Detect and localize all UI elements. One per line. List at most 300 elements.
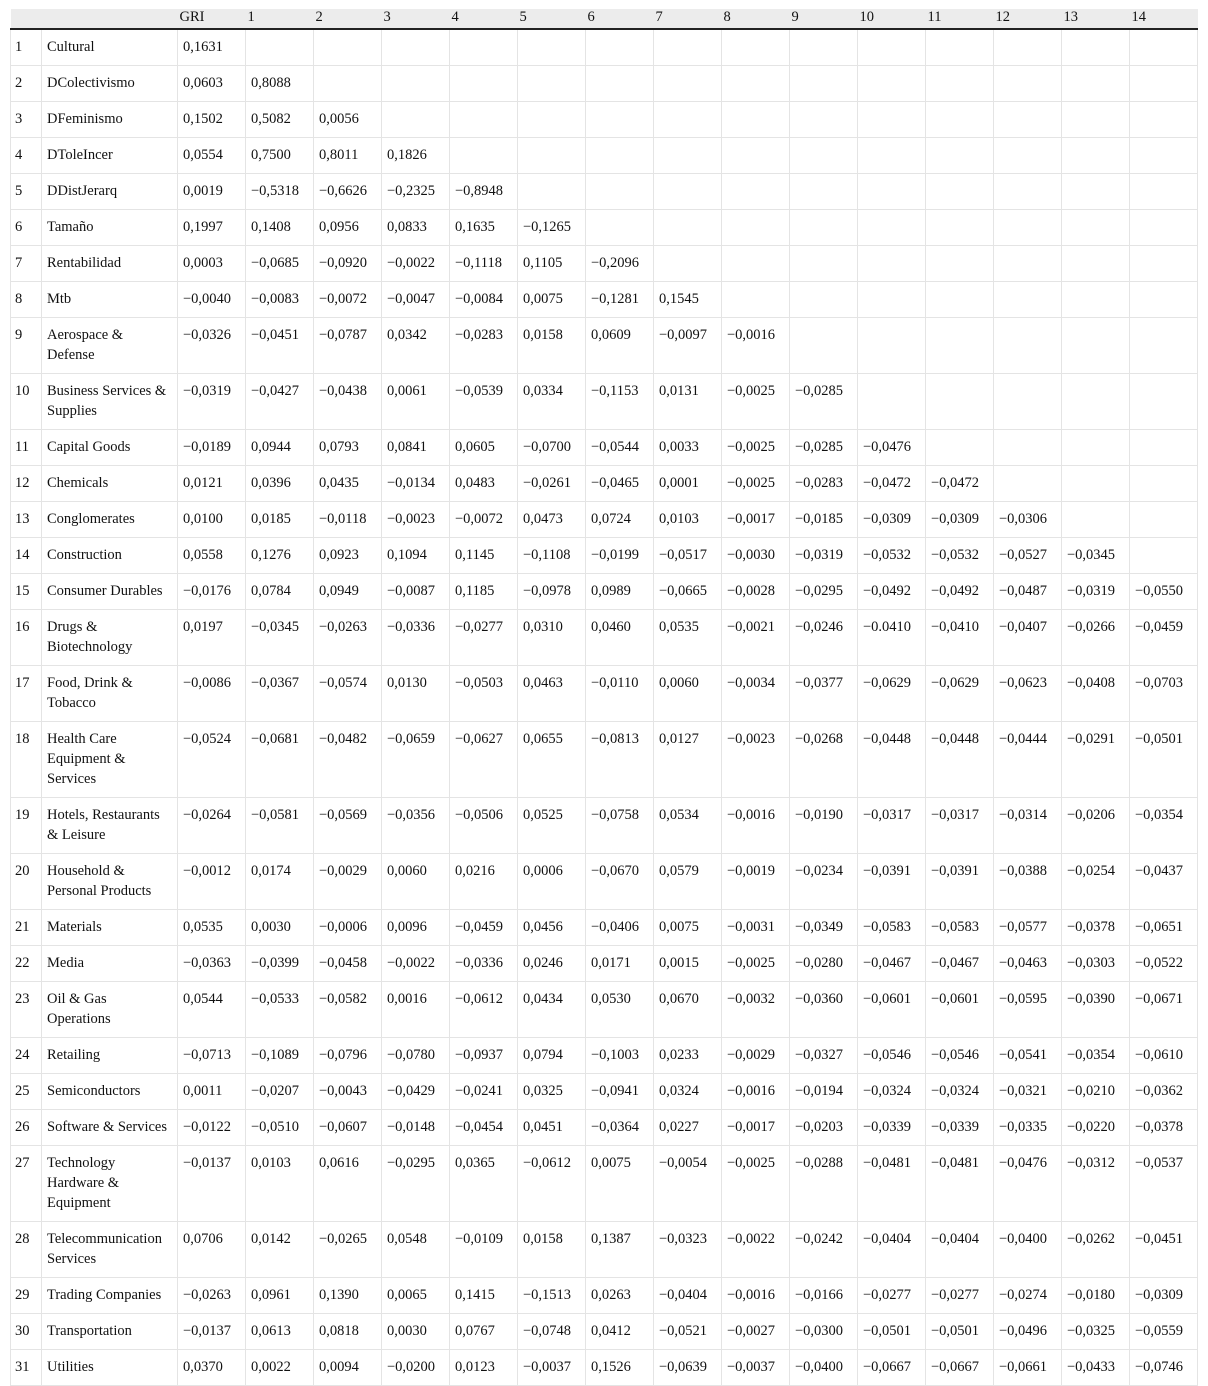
correlation-cell: −0,0277 — [926, 1278, 994, 1314]
correlation-cell: −0,0521 — [654, 1314, 722, 1350]
correlation-cell — [994, 374, 1062, 430]
correlation-cell: −0,0194 — [790, 1074, 858, 1110]
correlation-cell: −0,0758 — [586, 798, 654, 854]
correlation-cell: −0,0451 — [246, 318, 314, 374]
correlation-cell: −0,0032 — [722, 982, 790, 1038]
correlation-cell: −0,0087 — [382, 574, 450, 610]
correlation-cell: −0,0501 — [926, 1314, 994, 1350]
correlation-cell: −0,0203 — [790, 1110, 858, 1146]
correlation-cell: 0,0100 — [178, 502, 246, 538]
correlation-cell: −0,0458 — [314, 946, 382, 982]
correlation-cell: 0,0944 — [246, 430, 314, 466]
correlation-cell: −0,0517 — [654, 538, 722, 574]
correlation-cell: −0,0027 — [722, 1314, 790, 1350]
row-index: 19 — [11, 798, 42, 854]
correlation-cell: 0,0558 — [178, 538, 246, 574]
correlation-cell: 0,1997 — [178, 210, 246, 246]
correlation-cell — [654, 102, 722, 138]
correlation-cell: −0,0569 — [314, 798, 382, 854]
correlation-cell: 0,0483 — [450, 466, 518, 502]
correlation-cell: −0,0220 — [1062, 1110, 1130, 1146]
correlation-cell — [654, 174, 722, 210]
correlation-cell: 0,1185 — [450, 574, 518, 610]
correlation-cell: −0,0354 — [1062, 1038, 1130, 1074]
row-variable-name: Business Services & Supplies — [42, 374, 178, 430]
correlation-cell — [722, 102, 790, 138]
correlation-cell: −0,2096 — [586, 246, 654, 282]
correlation-cell: 0,1390 — [314, 1278, 382, 1314]
row-index: 15 — [11, 574, 42, 610]
table-header-row — [11, 9, 1198, 29]
correlation-cell: 0,0535 — [178, 910, 246, 946]
correlation-cell: 0,7500 — [246, 138, 314, 174]
row-index: 25 — [11, 1074, 42, 1110]
correlation-cell: −0,0176 — [178, 574, 246, 610]
correlation-cell: −0,1153 — [586, 374, 654, 430]
correlation-cell — [994, 430, 1062, 466]
correlation-cell: −0,2325 — [382, 174, 450, 210]
row-variable-name: DDistJerarq — [42, 174, 178, 210]
correlation-cell: −0,0399 — [246, 946, 314, 982]
header-cell: 14 — [1130, 9, 1198, 29]
correlation-cell: −0,0583 — [858, 910, 926, 946]
correlation-cell — [926, 66, 994, 102]
correlation-cell — [586, 138, 654, 174]
table-row — [11, 466, 1198, 502]
correlation-cell: 0,1631 — [178, 29, 246, 66]
correlation-cell: −0,0323 — [654, 1222, 722, 1278]
correlation-cell: 0,0233 — [654, 1038, 722, 1074]
correlation-cell: −0,0703 — [1130, 666, 1198, 722]
table-row — [11, 1222, 1198, 1278]
correlation-cell: −0,6626 — [314, 174, 382, 210]
correlation-cell: −0,0532 — [926, 538, 994, 574]
correlation-cell: 0,0022 — [246, 1350, 314, 1386]
correlation-cell: 0,0451 — [518, 1110, 586, 1146]
row-variable-name: Technology Hardware & Equipment — [42, 1146, 178, 1222]
correlation-cell: −0,1265 — [518, 210, 586, 246]
correlation-cell: 0,0158 — [518, 1222, 586, 1278]
row-variable-name: Aerospace & Defense — [42, 318, 178, 374]
correlation-cell: −0,0190 — [790, 798, 858, 854]
correlation-cell: 0,0096 — [382, 910, 450, 946]
correlation-cell: −0,0537 — [1130, 1146, 1198, 1222]
correlation-cell: −0,0671 — [1130, 982, 1198, 1038]
table-row — [11, 246, 1198, 282]
header-cell: 4 — [450, 9, 518, 29]
correlation-cell: −0,0612 — [450, 982, 518, 1038]
correlation-cell: −0,0268 — [790, 722, 858, 798]
correlation-cell — [586, 102, 654, 138]
correlation-cell: −0,0335 — [994, 1110, 1062, 1146]
correlation-cell: −0,0326 — [178, 318, 246, 374]
correlation-cell: 0,0613 — [246, 1314, 314, 1350]
correlation-cell: 0,0530 — [586, 982, 654, 1038]
row-index: 6 — [11, 210, 42, 246]
correlation-cell: 0,0003 — [178, 246, 246, 282]
correlation-cell — [314, 66, 382, 102]
correlation-cell: −0,0492 — [926, 574, 994, 610]
correlation-cell: 0,0794 — [518, 1038, 586, 1074]
correlation-cell: −0,0448 — [926, 722, 994, 798]
correlation-cell: −0,0025 — [722, 430, 790, 466]
correlation-cell: −0,0476 — [994, 1146, 1062, 1222]
correlation-cell — [926, 210, 994, 246]
correlation-cell — [858, 374, 926, 430]
correlation-cell — [382, 66, 450, 102]
correlation-cell: −0,0295 — [790, 574, 858, 610]
correlation-cell: 0,0127 — [654, 722, 722, 798]
row-index: 14 — [11, 538, 42, 574]
correlation-cell: 0,0075 — [518, 282, 586, 318]
correlation-cell — [858, 210, 926, 246]
correlation-cell: 0,0227 — [654, 1110, 722, 1146]
correlation-cell: 0,0142 — [246, 1222, 314, 1278]
correlation-cell: −0,0037 — [518, 1350, 586, 1386]
correlation-cell: 0,0123 — [450, 1350, 518, 1386]
correlation-cell: −0,0670 — [586, 854, 654, 910]
correlation-cell — [518, 66, 586, 102]
header-cell: 3 — [382, 9, 450, 29]
correlation-cell: 0,0130 — [382, 666, 450, 722]
correlation-cell: −0,0501 — [858, 1314, 926, 1350]
correlation-cell: −0,0364 — [586, 1110, 654, 1146]
row-variable-name: Food, Drink & Tobacco — [42, 666, 178, 722]
correlation-cell: −0,1108 — [518, 538, 586, 574]
correlation-cell: −0,0651 — [1130, 910, 1198, 946]
correlation-cell — [518, 29, 586, 66]
correlation-cell — [994, 246, 1062, 282]
table-row — [11, 1146, 1198, 1222]
correlation-cell: −0,0378 — [1062, 910, 1130, 946]
correlation-cell — [926, 138, 994, 174]
correlation-cell — [586, 174, 654, 210]
correlation-cell — [1130, 502, 1198, 538]
correlation-cell: −0,0391 — [926, 854, 994, 910]
correlation-cell — [994, 466, 1062, 502]
correlation-cell: −0,0263 — [178, 1278, 246, 1314]
correlation-cell: −0,0501 — [1130, 722, 1198, 798]
row-index: 23 — [11, 982, 42, 1038]
header-cell: 7 — [654, 9, 722, 29]
row-index: 17 — [11, 666, 42, 722]
correlation-cell: 0,0060 — [382, 854, 450, 910]
correlation-cell: −0,0404 — [858, 1222, 926, 1278]
correlation-cell: −0,0438 — [314, 374, 382, 430]
correlation-cell: −0,0072 — [314, 282, 382, 318]
row-variable-name: Retailing — [42, 1038, 178, 1074]
row-variable-name: Capital Goods — [42, 430, 178, 466]
correlation-cell: −0,0109 — [450, 1222, 518, 1278]
correlation-cell: −0,0639 — [654, 1350, 722, 1386]
correlation-cell — [722, 66, 790, 102]
table-row — [11, 854, 1198, 910]
correlation-cell: −0,0345 — [246, 610, 314, 666]
correlation-cell: −0,0448 — [858, 722, 926, 798]
header-cell: 13 — [1062, 9, 1130, 29]
correlation-cell: −0,0283 — [790, 466, 858, 502]
table-row — [11, 29, 1198, 66]
row-index: 1 — [11, 29, 42, 66]
correlation-cell — [1062, 282, 1130, 318]
correlation-cell — [586, 66, 654, 102]
correlation-cell: −0,0920 — [314, 246, 382, 282]
correlation-cell: −0,0496 — [994, 1314, 1062, 1350]
correlation-cell: −0,0610 — [1130, 1038, 1198, 1074]
correlation-cell: −0,1003 — [586, 1038, 654, 1074]
correlation-cell: −0,0339 — [926, 1110, 994, 1146]
table-row — [11, 282, 1198, 318]
correlation-cell: −0,0391 — [858, 854, 926, 910]
correlation-cell — [790, 318, 858, 374]
correlation-cell: 0,0011 — [178, 1074, 246, 1110]
correlation-cell: −0,0030 — [722, 538, 790, 574]
correlation-cell — [722, 282, 790, 318]
correlation-cell: −0,0277 — [858, 1278, 926, 1314]
correlation-cell: 0,0033 — [654, 430, 722, 466]
row-index: 8 — [11, 282, 42, 318]
correlation-cell: −0,0189 — [178, 430, 246, 466]
correlation-cell: −0,0040 — [178, 282, 246, 318]
correlation-cell: 0,0246 — [518, 946, 586, 982]
table-row — [11, 722, 1198, 798]
correlation-cell: −0,0291 — [1062, 722, 1130, 798]
correlation-cell — [722, 174, 790, 210]
correlation-cell: −0,0021 — [722, 610, 790, 666]
correlation-cell: −0,0541 — [994, 1038, 1062, 1074]
correlation-cell: 0,0310 — [518, 610, 586, 666]
correlation-cell: −0,0210 — [1062, 1074, 1130, 1110]
correlation-cell: 0,1276 — [246, 538, 314, 574]
correlation-cell: −0,0321 — [994, 1074, 1062, 1110]
correlation-cell: 0,0923 — [314, 538, 382, 574]
correlation-cell: −0,0574 — [314, 666, 382, 722]
correlation-cell — [1062, 318, 1130, 374]
correlation-cell: −0,0017 — [722, 502, 790, 538]
correlation-cell — [790, 66, 858, 102]
row-index: 3 — [11, 102, 42, 138]
correlation-cell: −0,0437 — [1130, 854, 1198, 910]
correlation-cell: −0,0324 — [858, 1074, 926, 1110]
correlation-cell: 0,0434 — [518, 982, 586, 1038]
correlation-cell — [926, 246, 994, 282]
correlation-cell: −0,0274 — [994, 1278, 1062, 1314]
correlation-cell: 0,1526 — [586, 1350, 654, 1386]
row-index: 28 — [11, 1222, 42, 1278]
correlation-cell: 0,0534 — [654, 798, 722, 854]
correlation-cell: −0,0261 — [518, 466, 586, 502]
correlation-cell: 0,0061 — [382, 374, 450, 430]
correlation-cell — [926, 174, 994, 210]
correlation-table — [10, 9, 1198, 1386]
correlation-cell: 0,0793 — [314, 430, 382, 466]
correlation-cell: 0,0060 — [654, 666, 722, 722]
correlation-cell — [1130, 246, 1198, 282]
correlation-cell: −0,0336 — [382, 610, 450, 666]
correlation-cell: −0,0016 — [722, 1278, 790, 1314]
table-row — [11, 610, 1198, 666]
correlation-cell: −0,0506 — [450, 798, 518, 854]
correlation-cell: −0,0319 — [178, 374, 246, 430]
correlation-cell: −0,0339 — [858, 1110, 926, 1146]
correlation-cell — [1130, 282, 1198, 318]
correlation-cell: 0,0535 — [654, 610, 722, 666]
correlation-cell: −0,0029 — [722, 1038, 790, 1074]
correlation-cell: −0,0303 — [1062, 946, 1130, 982]
correlation-cell: 0,0216 — [450, 854, 518, 910]
correlation-cell: 0,0171 — [586, 946, 654, 982]
correlation-cell: 0,0030 — [246, 910, 314, 946]
correlation-cell — [1062, 174, 1130, 210]
correlation-cell: −0,0206 — [1062, 798, 1130, 854]
correlation-cell: −0,0349 — [790, 910, 858, 946]
row-index: 18 — [11, 722, 42, 798]
correlation-cell: 0,0065 — [382, 1278, 450, 1314]
correlation-cell: −0,0748 — [518, 1314, 586, 1350]
correlation-cell: −0,0166 — [790, 1278, 858, 1314]
correlation-cell: −0,0028 — [722, 574, 790, 610]
correlation-cell: 0,0016 — [382, 982, 450, 1038]
row-variable-name: Semiconductors — [42, 1074, 178, 1110]
correlation-cell — [518, 138, 586, 174]
row-index: 4 — [11, 138, 42, 174]
correlation-cell: 0,0616 — [314, 1146, 382, 1222]
row-variable-name: DToleIncer — [42, 138, 178, 174]
correlation-cell: −0.0410 — [858, 610, 926, 666]
correlation-cell: 0,0833 — [382, 210, 450, 246]
row-variable-name: Chemicals — [42, 466, 178, 502]
correlation-cell: 0,5082 — [246, 102, 314, 138]
correlation-cell — [926, 374, 994, 430]
correlation-cell: −0,0148 — [382, 1110, 450, 1146]
correlation-cell: −0,0404 — [926, 1222, 994, 1278]
table-row — [11, 982, 1198, 1038]
correlation-cell: −0,0025 — [722, 946, 790, 982]
correlation-cell: 0,0670 — [654, 982, 722, 1038]
row-variable-name: DColectivismo — [42, 66, 178, 102]
correlation-cell: −0,0451 — [1130, 1222, 1198, 1278]
correlation-cell: −0,0262 — [1062, 1222, 1130, 1278]
correlation-cell: 0,0554 — [178, 138, 246, 174]
correlation-cell: −0,0539 — [450, 374, 518, 430]
correlation-cell — [858, 102, 926, 138]
correlation-cell — [586, 210, 654, 246]
row-index: 16 — [11, 610, 42, 666]
correlation-cell: −0,0285 — [790, 374, 858, 430]
correlation-cell — [994, 29, 1062, 66]
correlation-cell: 0,0473 — [518, 502, 586, 538]
correlation-cell: 0,0961 — [246, 1278, 314, 1314]
header-cell: 1 — [246, 9, 314, 29]
correlation-cell: −0,0356 — [382, 798, 450, 854]
correlation-cell — [858, 318, 926, 374]
correlation-cell: −0,0324 — [926, 1074, 994, 1110]
correlation-cell: 0,0579 — [654, 854, 722, 910]
correlation-cell: −0,0522 — [1130, 946, 1198, 982]
header-cell: 12 — [994, 9, 1062, 29]
correlation-cell — [450, 66, 518, 102]
correlation-cell: −0,0016 — [722, 798, 790, 854]
header-cell: 11 — [926, 9, 994, 29]
row-variable-name: Software & Services — [42, 1110, 178, 1146]
correlation-cell: −0,0582 — [314, 982, 382, 1038]
correlation-cell: −0,0246 — [790, 610, 858, 666]
correlation-cell — [790, 282, 858, 318]
correlation-cell: −0,0306 — [994, 502, 1062, 538]
correlation-cell: −0,0137 — [178, 1146, 246, 1222]
correlation-cell: −0,0404 — [654, 1278, 722, 1314]
correlation-cell: −0,0607 — [314, 1110, 382, 1146]
correlation-cell: −0,0265 — [314, 1222, 382, 1278]
correlation-cell: −0,0277 — [450, 610, 518, 666]
row-variable-name: Consumer Durables — [42, 574, 178, 610]
correlation-cell: −0,0444 — [994, 722, 1062, 798]
correlation-cell — [790, 102, 858, 138]
correlation-cell: −0,0312 — [1062, 1146, 1130, 1222]
correlation-cell — [1130, 430, 1198, 466]
correlation-cell: −0,0527 — [994, 538, 1062, 574]
correlation-cell — [314, 29, 382, 66]
correlation-cell: −0,0941 — [586, 1074, 654, 1110]
correlation-cell: −0,5318 — [246, 174, 314, 210]
header-cell — [42, 9, 178, 29]
correlation-cell: −0,0016 — [722, 318, 790, 374]
correlation-cell: 0,0724 — [586, 502, 654, 538]
correlation-cell: 0,0103 — [246, 1146, 314, 1222]
correlation-cell: 0,1502 — [178, 102, 246, 138]
row-variable-name: DFeminismo — [42, 102, 178, 138]
correlation-cell: −0,0559 — [1130, 1314, 1198, 1350]
correlation-cell: −0,0083 — [246, 282, 314, 318]
correlation-cell: 0,1408 — [246, 210, 314, 246]
row-index: 7 — [11, 246, 42, 282]
correlation-cell: 0,0548 — [382, 1222, 450, 1278]
correlation-cell: −0,0796 — [314, 1038, 382, 1074]
correlation-cell — [722, 29, 790, 66]
correlation-cell: −0,0254 — [1062, 854, 1130, 910]
correlation-cell: −0,1089 — [246, 1038, 314, 1074]
correlation-cell: 0,1145 — [450, 538, 518, 574]
correlation-cell: 0,0019 — [178, 174, 246, 210]
correlation-cell: 0,0609 — [586, 318, 654, 374]
correlation-cell — [722, 210, 790, 246]
correlation-cell: 0,0544 — [178, 982, 246, 1038]
table-row — [11, 102, 1198, 138]
correlation-cell: −0,0427 — [246, 374, 314, 430]
correlation-cell — [790, 246, 858, 282]
correlation-cell: −0,0314 — [994, 798, 1062, 854]
correlation-cell: −0,0037 — [722, 1350, 790, 1386]
correlation-cell: −0,0659 — [382, 722, 450, 798]
correlation-cell: −0,0546 — [926, 1038, 994, 1074]
row-variable-name: Rentabilidad — [42, 246, 178, 282]
correlation-cell: −0,0406 — [586, 910, 654, 946]
row-index: 13 — [11, 502, 42, 538]
row-variable-name: Mtb — [42, 282, 178, 318]
row-index: 27 — [11, 1146, 42, 1222]
correlation-cell: −0,0017 — [722, 1110, 790, 1146]
correlation-cell: −0,0309 — [858, 502, 926, 538]
correlation-cell: 0,0435 — [314, 466, 382, 502]
correlation-cell: −0,0137 — [178, 1314, 246, 1350]
correlation-cell: 0,1094 — [382, 538, 450, 574]
row-index: 10 — [11, 374, 42, 430]
table-row — [11, 538, 1198, 574]
correlation-cell: −0,0207 — [246, 1074, 314, 1110]
correlation-cell: −0,0118 — [314, 502, 382, 538]
row-variable-name: Trading Companies — [42, 1278, 178, 1314]
correlation-cell — [1130, 29, 1198, 66]
